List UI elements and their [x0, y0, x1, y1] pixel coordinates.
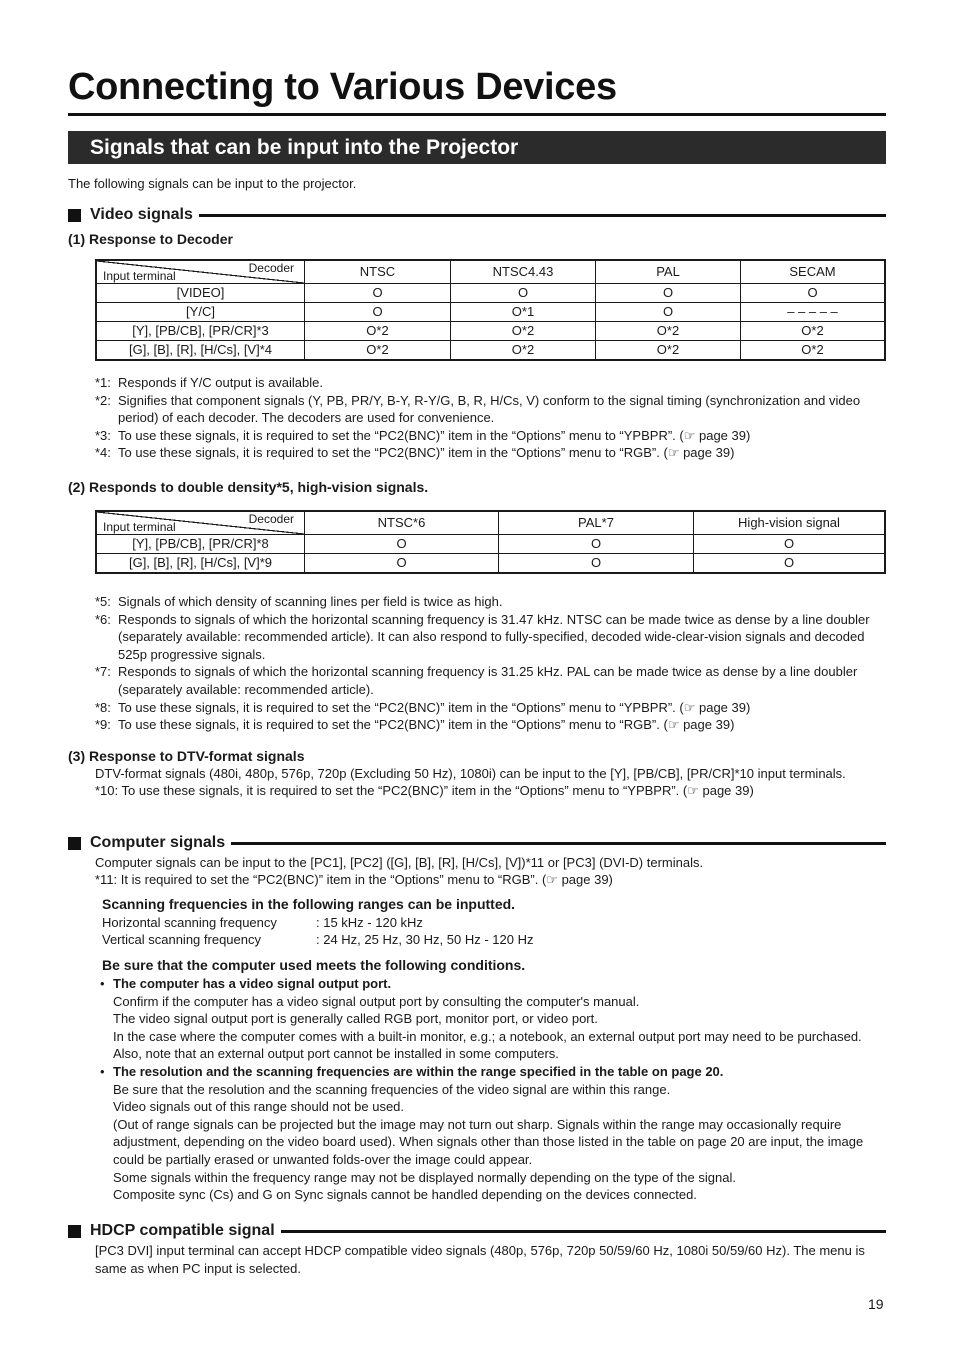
bullet-text: Be sure that the resolution and the scanning frequencies of the video signal are within this range. — [113, 1081, 671, 1097]
table-cell: O*2 — [451, 341, 596, 361]
corner-input-label: Input terminal — [103, 269, 176, 283]
hdcp-text: [PC3 DVI] input terminal can accept HDCP compatible video signals (480p, 576p, 720p 50/59/60 Hz, 1080i 50/59/60 Hz). The menu is same as when PC input is selected. — [95, 1243, 865, 1276]
row-label: [G], [B], [R], [H/Cs], [V]*9 — [96, 554, 305, 574]
footnote — [95, 427, 886, 445]
list-item — [100, 975, 886, 993]
page-number: 19 — [868, 1296, 884, 1312]
table-cell: O — [305, 303, 451, 322]
double-density-table — [95, 510, 886, 574]
bullet-text: Some signals within the frequency range may not be displayed normally depending on the type of the signal. — [113, 1169, 736, 1185]
bullet-dot-icon: • — [100, 976, 105, 991]
computer-line2: *11: It is required to set the “PC2(BNC)” item in the “Options” menu to “RGB”. (☞ page 39) — [95, 872, 613, 887]
footnote-text: To use these signals, it is required to set the “PC2(BNC)” item in the “Options” menu to “YPBPR”. (☞ page 39) — [118, 427, 751, 443]
row-label: [Y], [PB/CB], [PR/CR]*8 — [96, 535, 305, 554]
footnote-text: To use these signals, it is required to set the “PC2(BNC)” item in the “Options” menu to “RGB”. (☞ page 39) — [118, 717, 735, 733]
table-cell: O — [499, 554, 694, 574]
table-cell: O — [694, 554, 886, 574]
table-row — [96, 284, 885, 303]
footnote-mark: *9: — [95, 717, 111, 733]
footnote-mark: *8: — [95, 699, 111, 715]
computer-signals-heading — [68, 833, 886, 853]
header-ntsc: NTSC*6 — [305, 511, 499, 535]
table-row — [96, 535, 885, 554]
video-signals-label: Video signals — [90, 206, 193, 224]
table-cell: O*2 — [741, 341, 886, 361]
page-title: Connecting to Various Devices — [68, 66, 617, 108]
dtv-note: *10: To use these signals, it is required to set the “PC2(BNC)” item in the “Options” menu to “YPBPR”. (☞ page 39) — [95, 783, 754, 798]
bullet-text: Video signals out of this range should not be used. — [113, 1099, 405, 1115]
bullet-title: The computer has a video signal output port. — [113, 976, 392, 991]
heading-rule — [231, 842, 886, 845]
footnote — [95, 593, 886, 611]
footnote-mark: *2: — [95, 392, 111, 408]
corner-input-label: Input terminal — [103, 520, 176, 534]
footnote — [95, 374, 886, 392]
row-label: [Y/C] — [96, 303, 305, 322]
footnote-text: Responds to signals of which the horizontal scanning frequency is 31.25 kHz. PAL can be made twice as dense by a line doubler (separately available: recommended article). — [118, 664, 858, 697]
conditions-title: Be sure that the computer used meets the following conditions. — [102, 957, 526, 973]
footnote — [95, 699, 886, 717]
header-high-vision: High-vision signal — [694, 511, 886, 535]
square-bullet-icon — [68, 209, 81, 222]
table-cell: O*2 — [741, 322, 886, 341]
video-signals-heading — [68, 205, 886, 225]
table-row — [96, 303, 885, 322]
table-cell: O*2 — [305, 322, 451, 341]
section-banner — [68, 131, 886, 164]
corner-decoder-label: Decoder — [248, 261, 294, 275]
computer-line1: Computer signals can be input to the [PC1], [PC2] ([G], [B], [R], [H/Cs], [V])*11 or [PC3] (DVI-D) terminals. — [95, 855, 704, 870]
table-cell: O — [305, 535, 499, 554]
bullet-title: The resolution and the scanning frequencies are within the range specified in the table on page 20. — [113, 1063, 724, 1079]
header-pal: PAL*7 — [499, 511, 694, 535]
footnote-mark: *7: — [95, 664, 111, 680]
section-banner-text: Signals that can be input into the Projector — [90, 136, 519, 159]
footnotes-decoder — [95, 374, 886, 462]
table-row — [96, 341, 885, 361]
table-cell: O — [305, 554, 499, 574]
bullet-dot-icon: • — [100, 1063, 105, 1079]
table-cell: O — [305, 284, 451, 303]
footnotes-double-density — [95, 593, 886, 734]
footnote-mark: *4: — [95, 445, 111, 461]
table-cell: O — [451, 284, 596, 303]
hdcp-label: HDCP compatible signal — [90, 1222, 275, 1240]
row-label: [Y], [PB/CB], [PR/CR]*3 — [96, 322, 305, 341]
table-cell: O*1 — [451, 303, 596, 322]
bullet-text: Composite sync (Cs) and G on Sync signals cannot be handled depending on the devices connected. — [113, 1187, 697, 1203]
h-freq-value: : 15 kHz - 120 kHz — [316, 915, 423, 930]
row-label: [G], [B], [R], [H/Cs], [V]*4 — [96, 341, 305, 361]
bullet-text: (Out of range signals can be projected but the image may not turn out sharp. Signals within the range may occasionally require adjustment, depending on the video board used). When signals other than those listed in the table on page 20 are input, the image could be partially erased or unwanted folds-over the image could appear. — [113, 1116, 864, 1167]
footnote-text: Signals of which density of scanning lines per field is twice as high. — [118, 594, 503, 609]
footnote-text: Responds to signals of which the horizontal scanning frequency is 31.47 kHz. NTSC can be made twice as dense by a line doubler (separately available: recommended article). It can also respond to fully-specified, decoded wide-clear-vision signals and decoded 525p progressive signals. — [118, 611, 870, 662]
decoder-table — [95, 259, 886, 361]
computer-signals-label: Computer signals — [90, 834, 226, 852]
frequency-title: Scanning frequencies in the following ranges can be inputted. — [102, 896, 516, 912]
list-item — [100, 1063, 886, 1081]
heading-rule — [199, 214, 886, 217]
row-label: [VIDEO] — [96, 284, 305, 303]
table-cell: – – – – – — [741, 303, 886, 322]
conditions-list — [100, 975, 886, 1204]
footnote-mark: *3: — [95, 427, 111, 443]
footnote-text: To use these signals, it is required to set the “PC2(BNC)” item in the “Options” menu to “RGB”. (☞ page 39) — [118, 445, 735, 461]
square-bullet-icon — [68, 837, 81, 850]
corner-decoder-label: Decoder — [248, 512, 294, 526]
header-ntsc: NTSC — [305, 260, 451, 284]
header-pal: PAL — [596, 260, 741, 284]
h-freq-label: Horizontal scanning frequency — [102, 915, 277, 930]
title-rule — [68, 113, 886, 116]
table-row — [96, 322, 885, 341]
intro-text: The following signals can be input to the projector. — [68, 176, 357, 191]
table-cell: O*2 — [596, 322, 741, 341]
footnote-text: To use these signals, it is required to set the “PC2(BNC)” item in the “Options” menu to “YPBPR”. (☞ page 39) — [118, 699, 751, 715]
table-cell: O*2 — [305, 341, 451, 361]
bullet-text: Confirm if the computer has a video signal output port by consulting the computer's manual. — [113, 993, 640, 1009]
table-corner-cell — [96, 260, 305, 284]
v-freq-value: : 24 Hz, 25 Hz, 30 Hz, 50 Hz - 120 Hz — [316, 932, 534, 947]
footnote — [95, 444, 886, 462]
table-cell: O — [741, 284, 886, 303]
footnote-mark: *5: — [95, 594, 111, 609]
header-secam: SECAM — [741, 260, 886, 284]
table-cell: O — [499, 535, 694, 554]
bullet-text: The video signal output port is generally called RGB port, monitor port, or video port. — [113, 1011, 598, 1027]
table-cell: O — [596, 284, 741, 303]
header-ntsc443: NTSC4.43 — [451, 260, 596, 284]
dtv-text: DTV-format signals (480i, 480p, 576p, 720p (Excluding 50 Hz), 1080i) can be input to the [Y], [PB/CB], [PR/CR]*10 input terminals. — [95, 766, 846, 781]
square-bullet-icon — [68, 1225, 81, 1238]
footnote — [95, 611, 886, 664]
footnote — [95, 392, 886, 427]
footnote — [95, 663, 886, 698]
table-cell: O — [596, 303, 741, 322]
v-freq-label: Vertical scanning frequency — [102, 932, 261, 947]
footnote-mark: *1: — [95, 375, 111, 390]
subheading-double-density: (2) Responds to double density*5, high-vision signals. — [68, 479, 429, 495]
table-cell: O*2 — [596, 341, 741, 361]
footnote-text: Signifies that component signals (Y, PB, PR/Y, B-Y, R-Y/G, B, R, H/Cs, V) conform to the signal timing (synchronization and video period) of each decoder. The decoders are used for convenience. — [118, 392, 861, 426]
subheading-dtv: (3) Response to DTV-format signals — [68, 748, 305, 764]
hdcp-heading — [68, 1221, 886, 1241]
table-row — [96, 554, 885, 574]
heading-rule — [281, 1230, 886, 1233]
table-corner-cell — [96, 511, 305, 535]
table-cell: O — [694, 535, 886, 554]
table-cell: O*2 — [451, 322, 596, 341]
footnote-mark: *6: — [95, 611, 111, 627]
footnote-text: Responds if Y/C output is available. — [118, 375, 323, 390]
bullet-text: In the case where the computer comes with a built-in monitor, e.g.; a notebook, an external output port may need to be purchased. Also, note that an external output port cannot be installed in some computers. — [113, 1028, 862, 1062]
footnote — [95, 716, 886, 734]
subheading-decoder: (1) Response to Decoder — [68, 231, 233, 247]
